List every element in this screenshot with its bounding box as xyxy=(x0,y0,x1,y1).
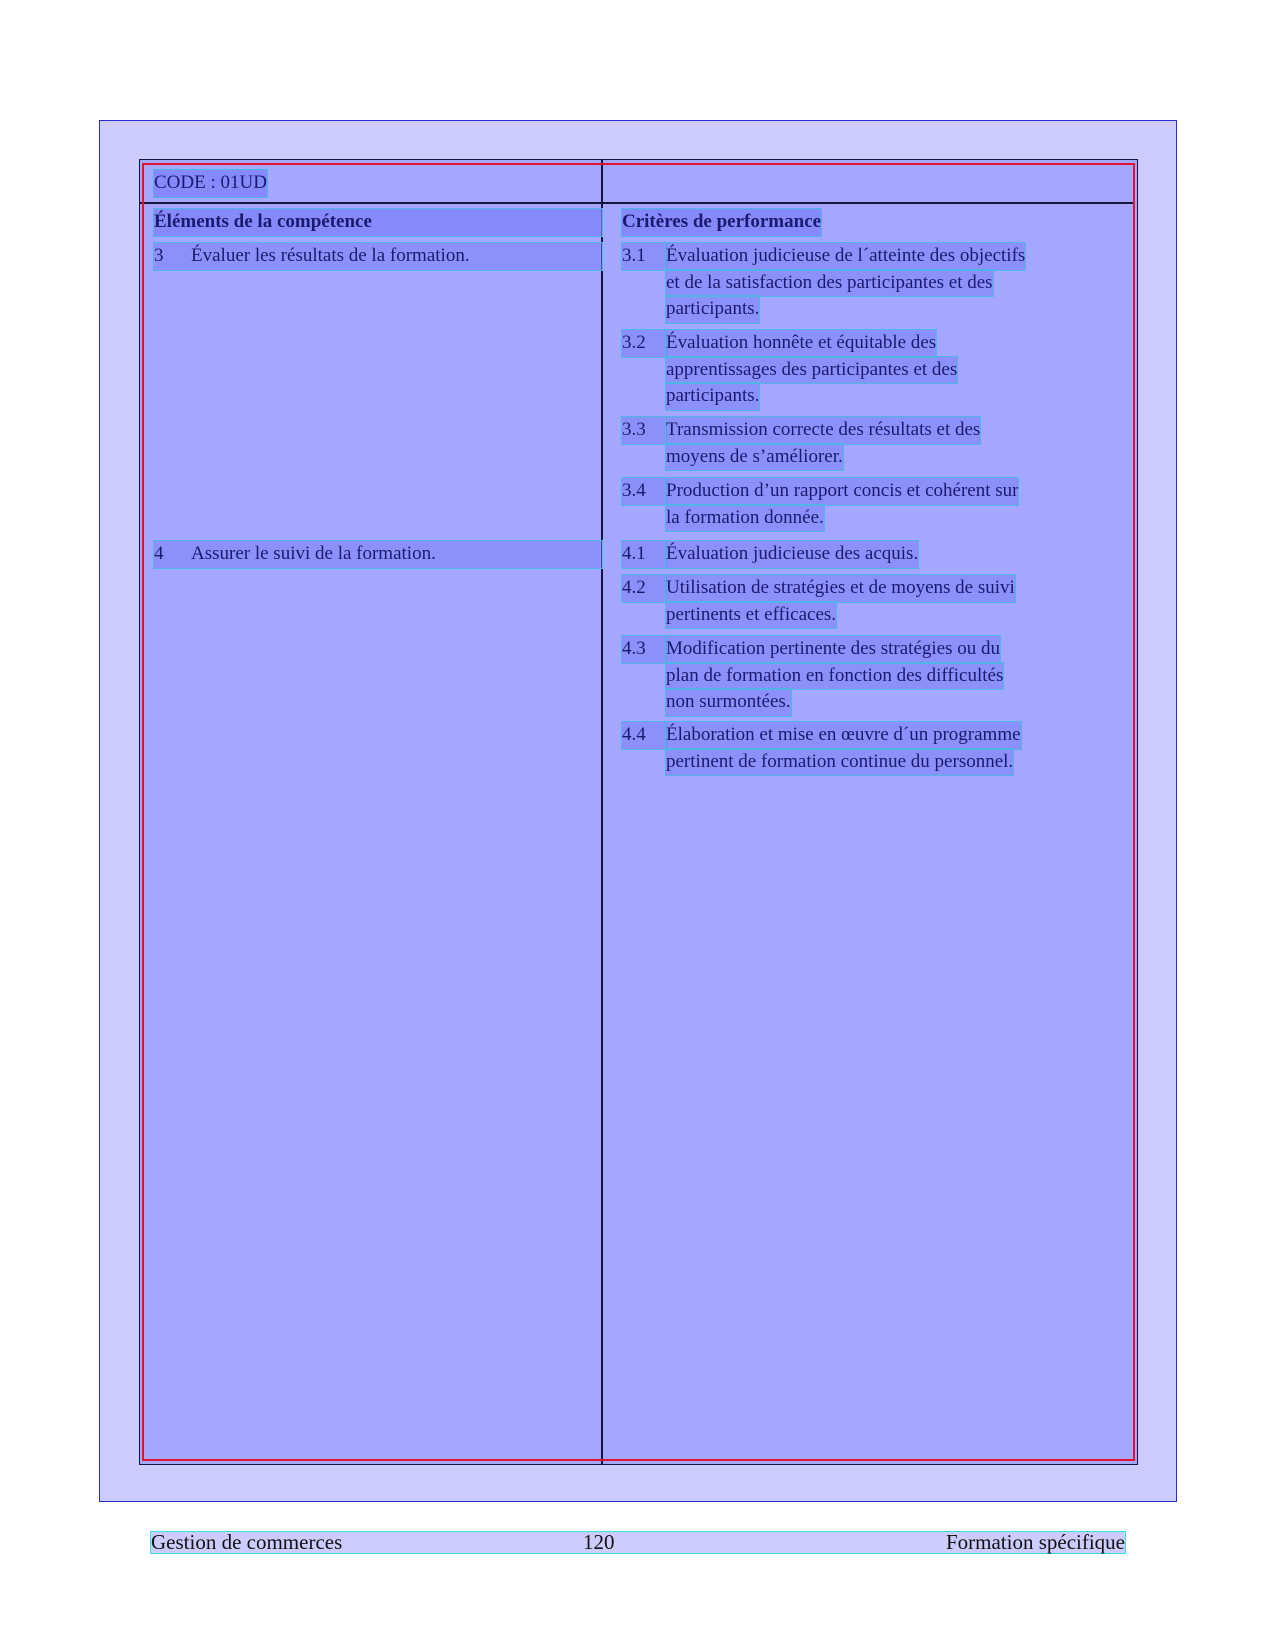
element-text: Évaluer les résultats de la formation. xyxy=(191,245,470,266)
criterion-line: non surmontées. xyxy=(666,689,791,716)
criterion-number: 4.3 xyxy=(622,636,666,663)
page-footer xyxy=(151,1532,1125,1553)
criterion-line: plan de formation en fonction des difficultés xyxy=(666,663,1003,690)
criterion-line: participants. xyxy=(666,296,759,323)
criterion-text xyxy=(666,243,1025,323)
criterion-line: moyens de s’améliorer. xyxy=(666,444,843,471)
criterion-text xyxy=(666,541,918,568)
criterion-line: Utilisation de stratégies et de moyens de suivi xyxy=(666,575,1015,602)
criterion-text xyxy=(666,478,1018,531)
column-divider xyxy=(601,159,603,1465)
element-row xyxy=(154,541,602,568)
element-row xyxy=(154,243,602,270)
criterion-line: Élaboration et mise en œuvre d´un programme xyxy=(666,722,1021,749)
criterion-number: 3.2 xyxy=(622,330,666,357)
criterion-line: pertinent de formation continue du personnel. xyxy=(666,749,1013,776)
criterion-text xyxy=(666,330,957,410)
criterion-text xyxy=(666,636,1003,716)
criterion-line: Production d’un rapport concis et cohérent sur xyxy=(666,478,1018,505)
criterion-line: Évaluation judicieuse des acquis. xyxy=(666,541,918,568)
elements-header: Éléments de la compétence xyxy=(154,209,602,236)
footer-left: Gestion de commerces xyxy=(151,1530,343,1554)
criterion-number: 4.2 xyxy=(622,575,666,602)
criterion-line: participants. xyxy=(666,383,759,410)
criterion-number: 4.1 xyxy=(622,541,666,568)
page-number: 120 xyxy=(583,1530,615,1554)
criterion-text xyxy=(666,575,1015,628)
criterion-line: Transmission correcte des résultats et des xyxy=(666,417,980,444)
criterion-number: 3.4 xyxy=(622,478,666,505)
criterion-text xyxy=(666,722,1021,775)
element-number: 3 xyxy=(154,245,164,266)
element-text: Assurer le suivi de la formation. xyxy=(191,543,436,564)
criterion-line: Évaluation judicieuse de l´atteinte des objectifs xyxy=(666,243,1025,270)
criterion-line: la formation donnée. xyxy=(666,505,824,532)
criterion-number: 3.3 xyxy=(622,417,666,444)
row-divider xyxy=(139,202,1133,204)
criterion-line: Évaluation honnête et équitable des xyxy=(666,330,936,357)
element-number: 4 xyxy=(154,543,164,564)
criterion-number: 3.1 xyxy=(622,243,666,270)
criterion-line: apprentissages des participantes et des xyxy=(666,357,957,384)
footer-right: Formation spécifique xyxy=(945,1530,1125,1554)
criteria-header: Critères de performance xyxy=(622,209,821,236)
criterion-text xyxy=(666,417,980,470)
competence-code: CODE : 01UD xyxy=(154,170,267,197)
criterion-number: 4.4 xyxy=(622,722,666,749)
criterion-line: Modification pertinente des stratégies ou du xyxy=(666,636,1000,663)
criterion-line: pertinents et efficaces. xyxy=(666,602,836,629)
criterion-line: et de la satisfaction des participantes et des xyxy=(666,270,993,297)
